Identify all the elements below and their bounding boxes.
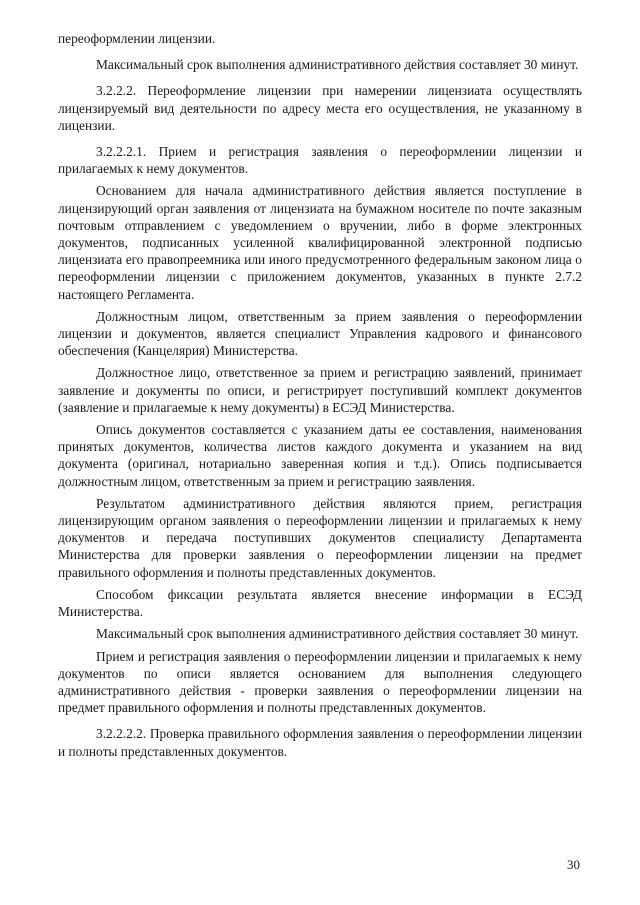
- paragraph-max-time-2: Максимальный срок выполнения административного действия составляет 30 минут.: [96, 626, 579, 642]
- page-number: 30: [567, 857, 580, 872]
- paragraph-result: Результатом административного действия являются прием, регистрация лицензирующим органом заявления о переоформлении лицензии и прилагаемых к нему документов и передача поступивших документов специалисту Департамента Министерства для проверки заявления о переоформлении лицензии на предмет правильного оформления и полноты представленных документов.: [58, 495, 582, 580]
- section-3-2-2-2-heading: 3.2.2.2. Переоформление лицензии при намерении лицензиата осуществлять лицензируемый вид деятельности по адресу места его осуществления, не указанному в лицензии.: [58, 83, 582, 133]
- paragraph-inventory: Опись документов составляется с указанием даты ее составления, наименования принятых документов, количества листов каждого документа и указанием на вид документа (оригинал, нотариально заверенная копия и т.д.). Опись подписывается должностным лицом, ответственным за прием и регистрацию заявления.: [58, 422, 582, 489]
- paragraph-basis: Основанием для начала административного действия является поступление в лицензирующий орган заявления от лицензиата на бумажном носителе по почте заказным почтовым отправлением с уведомлением о вручении, либо в форме электронных документов, подписанных усиленной квалифицированной электронной подписью лицензиата его правопреемника или иного предусмотренного федеральным законом лица о переоформлении лицензии с приложением документов, указанных в пункте 2.7.2 настоящего Регламента.: [58, 183, 582, 302]
- paragraph-responsible-official: Должностным лицом, ответственным за прием заявления о переоформлении лицензии и документов, является специалист Управления кадрового и финансового обеспечения (Канцелярия) Министерства.: [58, 308, 582, 359]
- paragraph-registration: Должностное лицо, ответственное за прием и регистрацию заявлений, принимает заявление и документы по описи, и регистрирует поступивший комплект документов (заявление и прилагаемые к нему документы) в ЕСЭД Министерства.: [58, 365, 582, 415]
- document-body: [58, 30, 582, 760]
- section-3-2-2-2-2-heading: 3.2.2.2.2. Проверка правильного оформления заявления о переоформлении лицензии и полноты представленных документов.: [58, 726, 582, 759]
- paragraph-max-time-1: Максимальный срок выполнения административного действия составляет 30 минут.: [96, 57, 579, 73]
- paragraph-next-step-basis: Прием и регистрация заявления о переоформлении лицензии и прилагаемых к нему документов по описи является основанием для выполнения следующего административного действия - проверки заявления о переоформлении лицензии на предмет правильного оформления и полноты представленных документов.: [58, 648, 582, 716]
- paragraph-continuation: переоформлении лицензии.: [58, 31, 216, 46]
- section-3-2-2-2-1-heading: 3.2.2.2.1. Прием и регистрация заявления о переоформлении лицензии и прилагаемых к нему документов.: [58, 144, 582, 177]
- paragraph-fixation: Способом фиксации результата является внесение информации в ЕСЭД Министерства.: [58, 586, 582, 620]
